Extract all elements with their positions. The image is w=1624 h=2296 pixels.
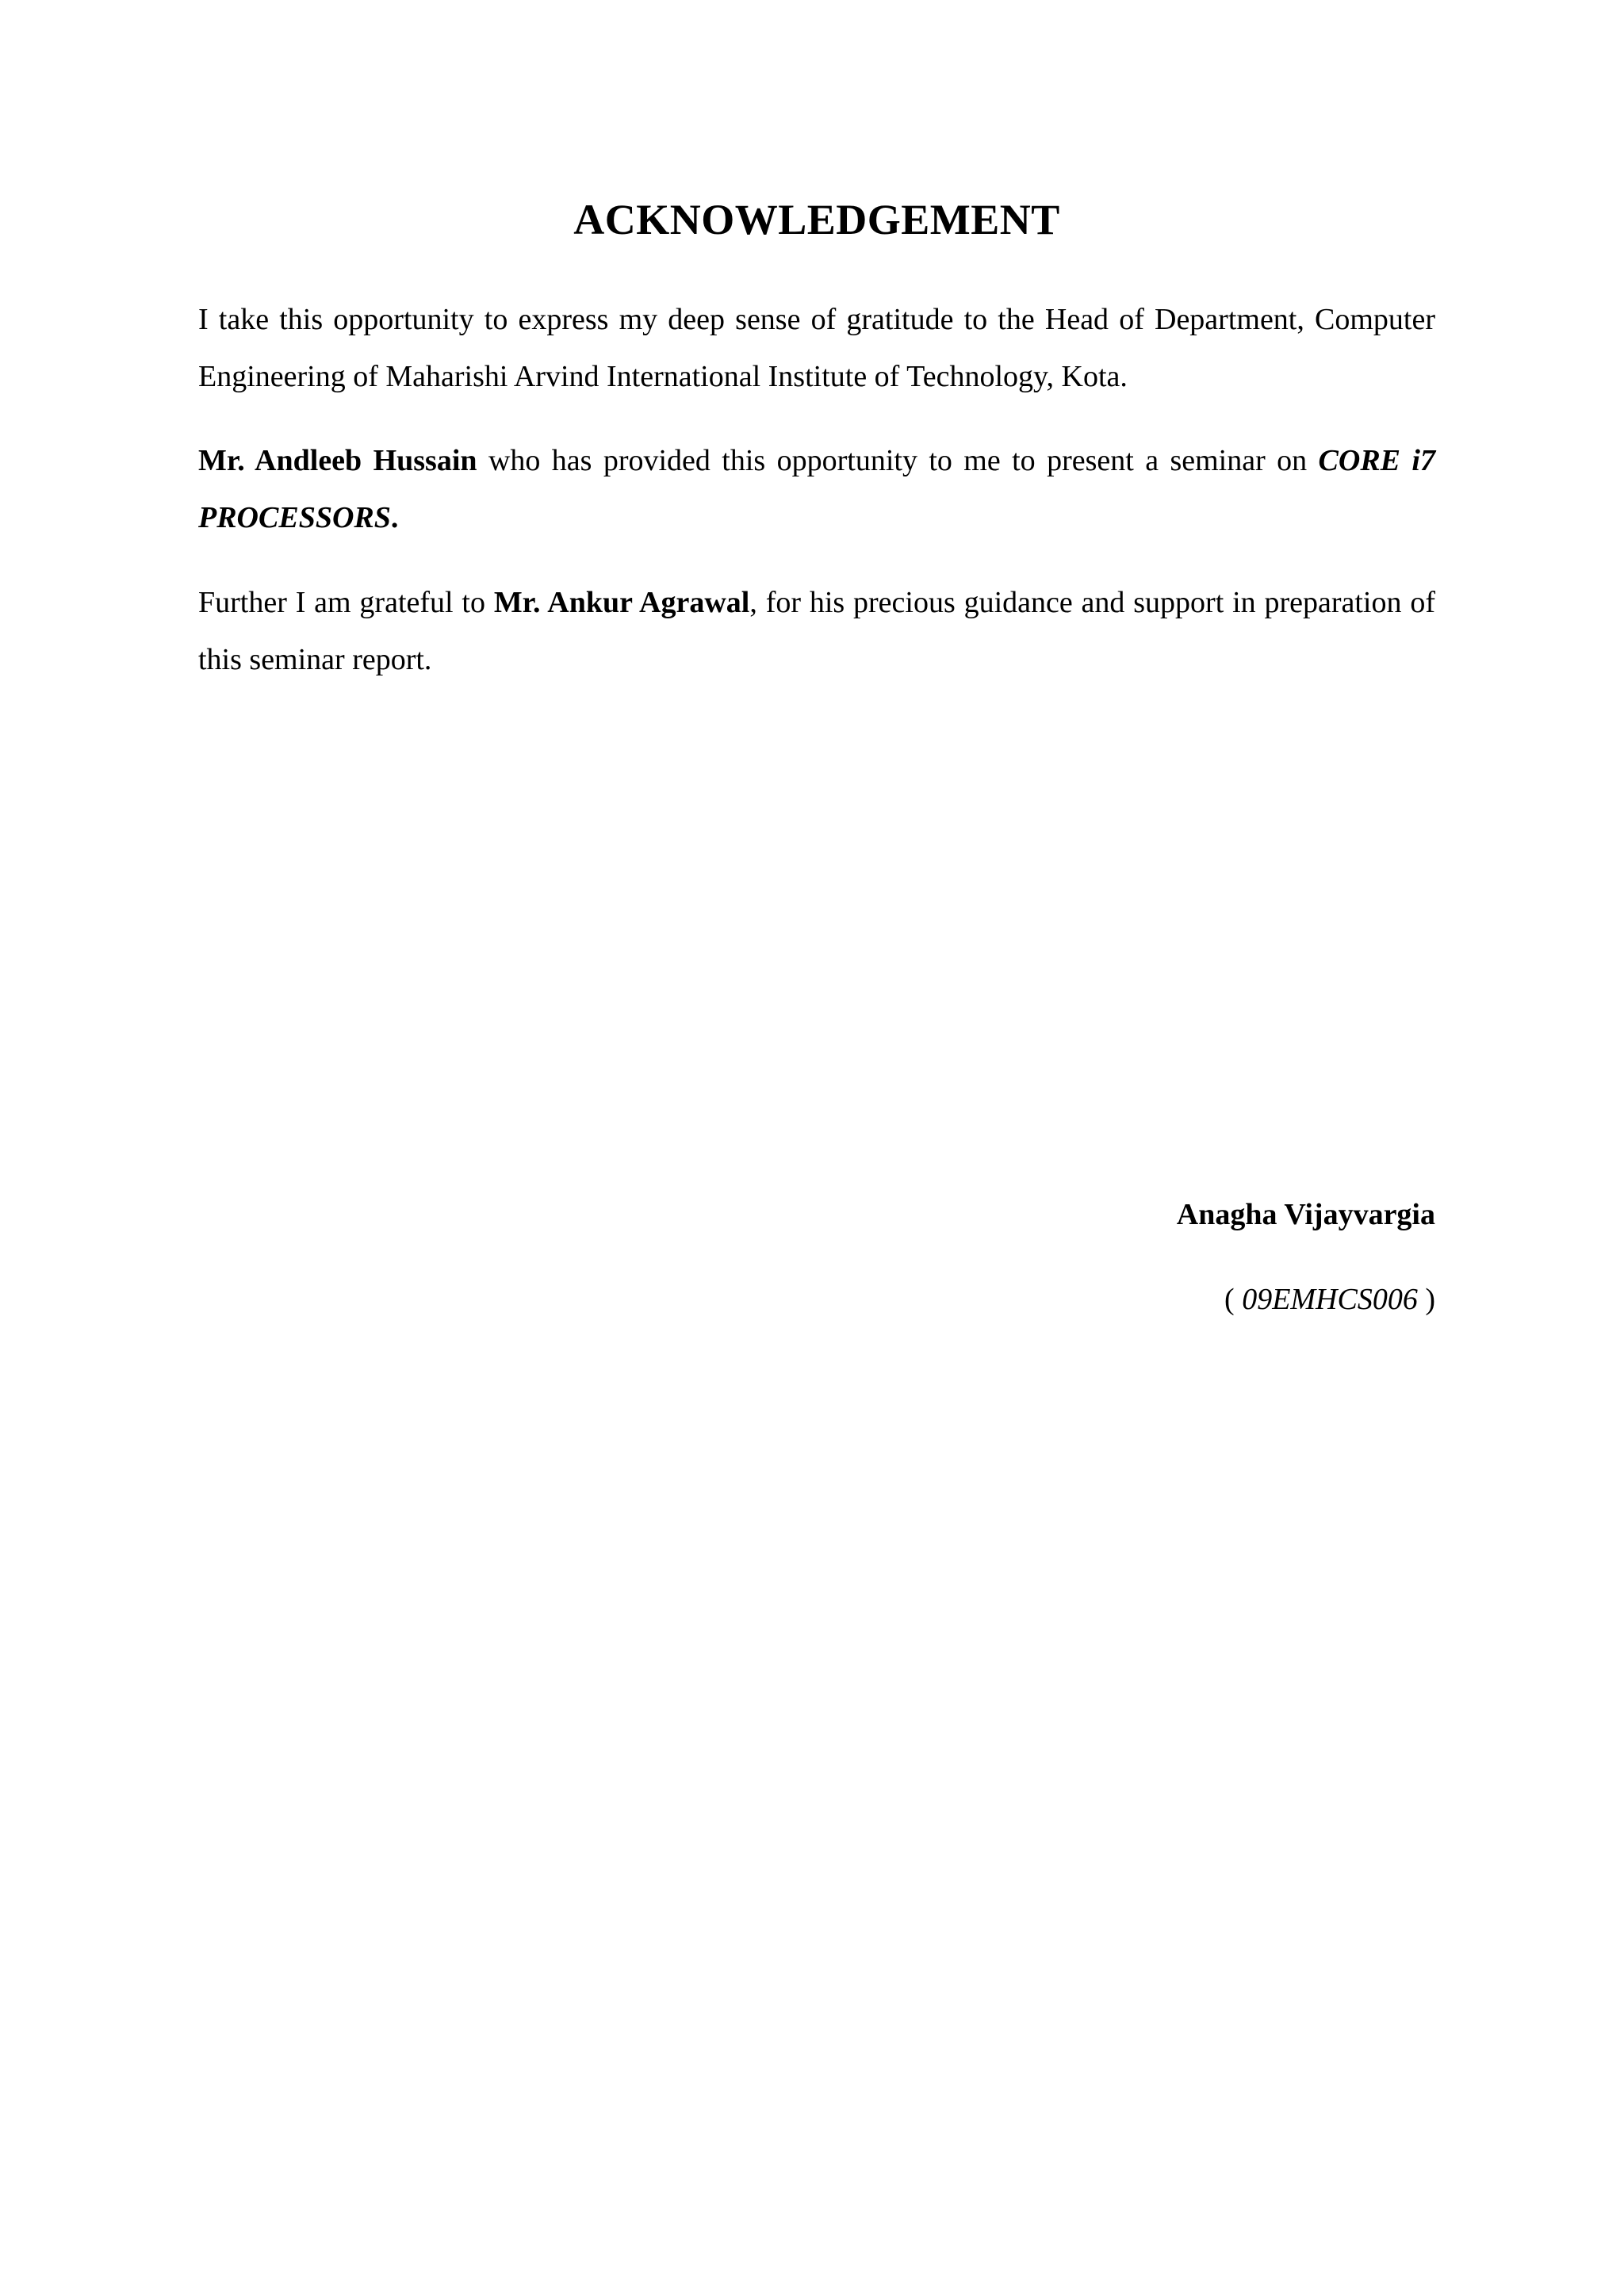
roll-number-code: 09EMHCS006 — [1242, 1283, 1418, 1316]
paragraph-gratitude: I take this opportunity to express my deep sense of gratitude to the Head of Department, Computer Engineering of Maharishi Arvind International Institute of Technology, Kota. — [198, 303, 1435, 393]
paragraph-seminar — [198, 432, 1435, 546]
paragraph-guidance-lead: Further I am grateful to — [198, 586, 494, 619]
roll-open-paren: ( — [1224, 1283, 1243, 1316]
paragraph-seminar-text: who has provided this opportunity to me to present a seminar on — [477, 444, 1319, 477]
seminar-topic: CORE i7 PROCESSORS — [198, 444, 1435, 534]
paragraph-seminar-end: . — [390, 501, 399, 534]
person-name-ankur: Mr. Ankur Agrawal — [493, 586, 750, 619]
roll-close-paren: ) — [1417, 1283, 1435, 1316]
paragraph-guidance — [198, 574, 1435, 688]
paragraph-guidance-text: , for his precious guidance and support in preparation of this seminar report. — [198, 586, 1435, 676]
signature-name: Anagha Vijayvargia — [1176, 1198, 1435, 1231]
person-name-andleeb: Mr. Andleeb Hussain — [198, 444, 477, 477]
page-title: ACKNOWLEDGEMENT — [573, 196, 1060, 243]
roll-number — [1224, 1282, 1435, 1317]
